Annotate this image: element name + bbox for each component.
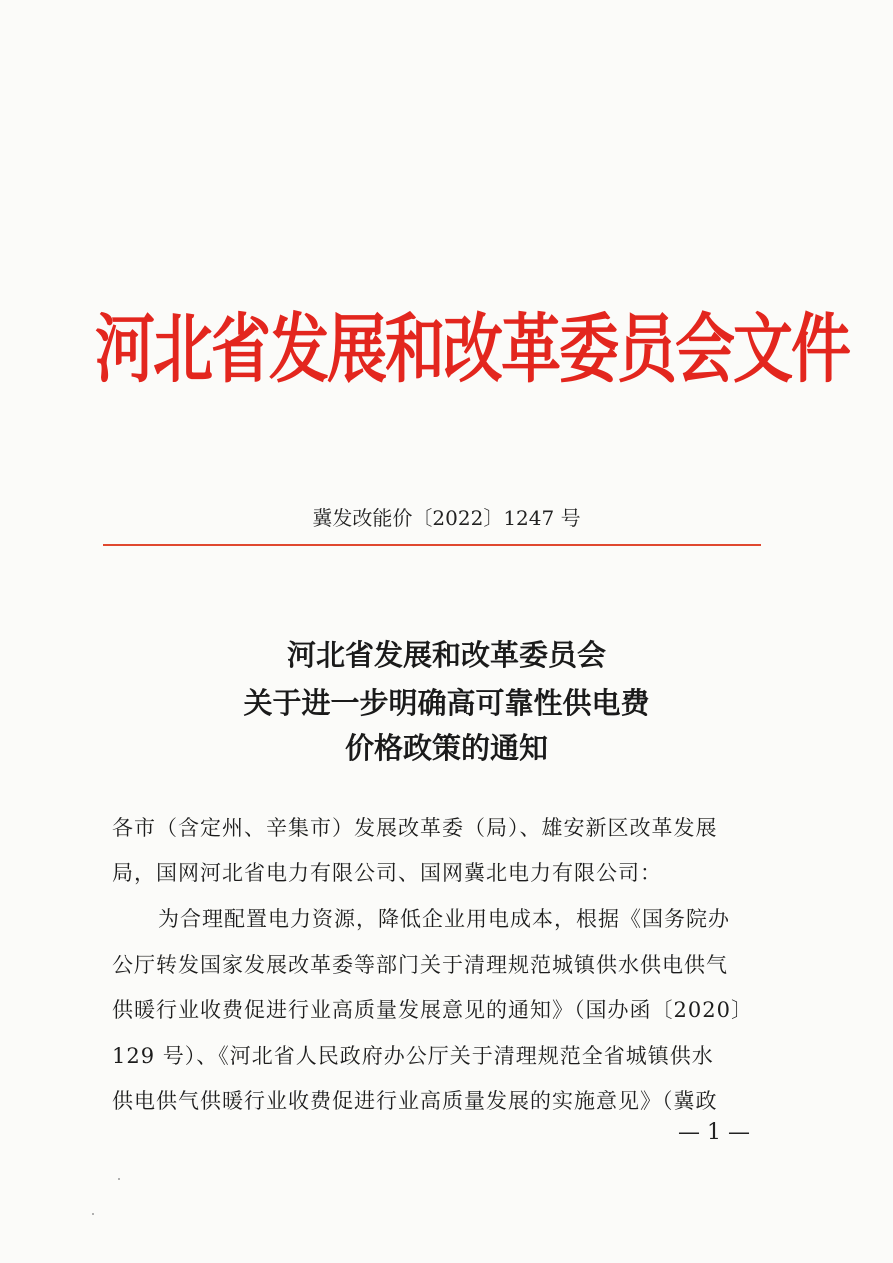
body-line-6: 129 号）、《河北省人民政府办公厅关于清理规范全省城镇供水: [112, 1044, 714, 1068]
scan-speck: [118, 1178, 120, 1180]
document-title-line-2: 关于进一步明确高可靠性供电费: [243, 686, 650, 720]
page-number: — 1 —: [678, 1120, 750, 1145]
body-line-3: 为合理配置电力资源，降低企业用电成本，根据《国务院办: [158, 907, 730, 931]
body-line-4: 公厅转发国家发展改革委等部门关于清理规范城镇供水供电供气: [112, 953, 728, 977]
body-line-5: 供暖行业收费促进行业高质量发展意见的通知》（国办函〔2020〕: [112, 998, 753, 1022]
document-title-line-3: 价格政策的通知: [344, 731, 548, 765]
document-number: 冀发改能价〔2022〕1247 号: [312, 506, 581, 530]
red-divider-line: [103, 544, 761, 546]
body-line-1: 各市（含定州、辛集市）发展改革委（局）、雄安新区改革发展: [112, 816, 718, 840]
scan-speck: [92, 1213, 94, 1215]
body-line-2: 局，国网河北省电力有限公司、国网冀北电力有限公司：: [112, 861, 662, 885]
body-line-7: 供电供气供暖行业收费促进行业高质量发展的实施意见》（冀政: [112, 1089, 718, 1113]
document-title-line-1: 河北省发展和改革委员会: [286, 638, 606, 672]
issuer-banner: 河北省发展和改革委员会文件: [95, 306, 849, 394]
